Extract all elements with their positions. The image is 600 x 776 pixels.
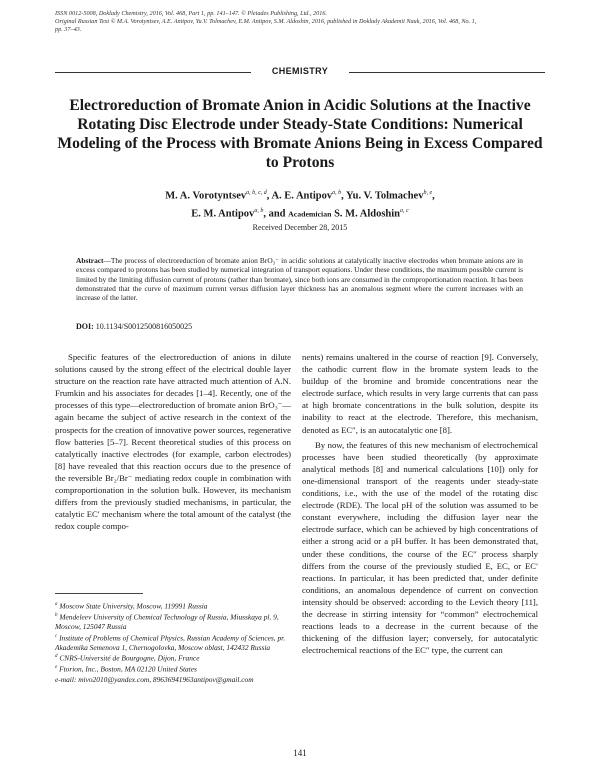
author-conjunction: and (268, 208, 286, 219)
affiliation-marks: a, c (400, 207, 409, 214)
footnote-divider (55, 593, 143, 594)
body-column-left (55, 351, 291, 532)
section-bar (55, 66, 545, 79)
author-name: M. A. Vorotyntsev (165, 190, 247, 202)
section-rule-right (349, 72, 545, 73)
section-rule-left (55, 72, 251, 73)
affiliation-mark: e (55, 665, 58, 671)
affiliation: $^d$ CNRS-Université de Bourgogne, Dijon, France (55, 653, 200, 663)
body-column-right (302, 351, 538, 656)
affiliation-mark: d (55, 654, 58, 660)
doi (76, 322, 523, 331)
page-number: 141 (293, 748, 307, 758)
author-name: E. M. Antipov (191, 208, 255, 219)
section-label: CHEMISTRY (271, 66, 329, 76)
affiliations (55, 600, 291, 684)
paragraph: Specific features of the electroreduction of anions in dilute solutions caused by the strong effect of the electrical double layer structure on the reaction rate have attracted much attention of A.N. Frumkin and his associates for decades [1–4]. Recently, one of the processes of this type—electroreduction of bromate anion BrO₃⁻—again became the subject of active research in the context of the prospects for the creation of innovative power sources, regenerative flow batteries [5–7]. Recent theoretical studies of this process on catalytically inactive electrodes (for example, carbon electrodes) [8] have revealed that this reaction occurs due to the presence of the reversible Br₂/Br⁻ mediating redox couple in combination with comproportionation in the solution bulk. However, its mechanism differs from the previously studied mechanisms, in particular, the catalytic EC′ mechanism where the total amount of the catalyst (the redox couple compo- (55, 352, 291, 532)
contact-email[interactable]: e-mail: mivo2010@yandex.com, 89636941963antipov@gmail.com (55, 674, 254, 684)
article-title: Electroreduction of Bromate Anion in Acidic Solutions at the Inactive Rotating Disc Electrode under Steady-State Conditions: Numerical Modeling of the Process with Bromate Anions Being in Excess Compared to Protons (57, 97, 543, 171)
affiliation-mark: c (55, 633, 58, 639)
header-line: ISSN 0012-5008, Doklady Chemistry, 2016, Vol. 468, Part 1, pp. 141–147. © Pleiades Publishing, Ltd., 2016. (55, 10, 327, 17)
affiliation-marks: a, b, c, d (246, 190, 267, 196)
doi-label: DOI: (76, 322, 94, 331)
affiliation: $^a$ Moscow State University, Moscow, 119991 Russia (55, 601, 208, 611)
journal-header (55, 10, 545, 34)
affiliation: $^b$ Mendeleev University of Chemical Technology of Russia, Miusskaya pl. 9, Moscow, 125047 Russia (55, 612, 279, 632)
author-name: S. M. Aldoshin (334, 208, 401, 219)
affiliation: $^c$ Institute of Problems of Chemical Physics, Russian Academy of Sciences, pr. Akademika Semenova 1, Chernogolovka, Moscow oblast, 142432 Russia (55, 633, 286, 652)
author-name: Yu. V. Tolmachev (346, 190, 424, 202)
affiliation-marks: a, b (332, 190, 342, 196)
paragraph: nents) remains unaltered in the course of reaction [9]. Conversely, the cathodic current flow in the bromate system leads to the buildup of the bromine and bromide concentrations near the electrode surface, which results in very large currents that can pass at high bromate concentrations in the bulk solution, despite its inability to react at the electrode. Therefore, this mechanism, denoted as EC″, is an autocatalytic one [8]. (302, 352, 538, 435)
abstract-text: —The process of electroreduction of bromate anion BrO₃⁻ in acidic solutions at catalytically inactive electrodes when bromate anions are in excess compared to protons has been studied by numerical integration of transport equations. Under these conditions, the maximum possible current is limited by the limiting diffusion current of protons (rather than bromate), since both ions are consumed in the comproportionation reaction. It has been demonstrated that the curve of maximum current versus diffusion layer thickness has an anomalous segment where the current increases with an increase of the latter. (76, 256, 523, 303)
abstract-label: Abstract (76, 256, 104, 265)
abstract (76, 256, 523, 302)
affiliation-mark: b (55, 613, 58, 619)
paragraph: By now, the features of this new mechanism of electrochemical processes have been studied theoretically (by approximate analytical methods [8] and numerical calculations [10]) only for one-dimensional transport of the reagents under steady-state conditions, i.e., with the use of the model of the rotating disc electrode (RDE). The local pH of the solution was assumed to be constant everywhere, including the diffusion layer near the electrode surface, which can be achieved by high concentrations of either a strong acid or a pH buffer. It has been demonstrated that, under these conditions, the course of the EC″ process sharply differs from the course of the previously studied E, EC, or EC′ reactions. In particular, it has been predicted that, under definite conditions, an anomalous dependence of current on convection intensity should be observed: according to the Levich theory [11], the decrease in stirring intensity for “common” electrochemical reactions leads to a decrease in the current because of the thickening of the diffusion layer; conversely, for autocatalytic electrochemical reactions of the EC″ type, the current can (302, 439, 538, 656)
affiliation-marks: b, e (423, 190, 433, 196)
author-title: Academician (288, 209, 332, 218)
affiliation: $^e$ Ftorion, Inc., Boston, MA 02120 United States (55, 664, 197, 674)
author-name: A. E. Antipov (271, 190, 333, 202)
affiliation-marks: a, b (254, 207, 264, 214)
doi-link[interactable]: 10.1134/S0012500816050025 (95, 322, 193, 331)
affiliation-mark: a (55, 602, 58, 607)
author-list: M. A. Vorotyntsev$^{a, b, c, d}$, A. E. Antipov$^{a, b}$, Yu. V. Tolmachev$^{b, e}$, E. M. Antipov$^{a, b}$, and Academician S. M. Aldoshin$^{a, c}$ (165, 190, 435, 219)
received-date: Received December 28, 2015 (252, 223, 348, 232)
header-line: Original Russian Text © M.A. Vorotyntsev, A.E. Antipov, Yu.V. Tolmachev, E.M. Antipov, S.M. Aldoshin, 2016, published in Doklady Akademii Nauk, 2016, Vol. 468, No. 1, (55, 18, 477, 25)
header-line: pp. 37–43. (55, 26, 82, 33)
